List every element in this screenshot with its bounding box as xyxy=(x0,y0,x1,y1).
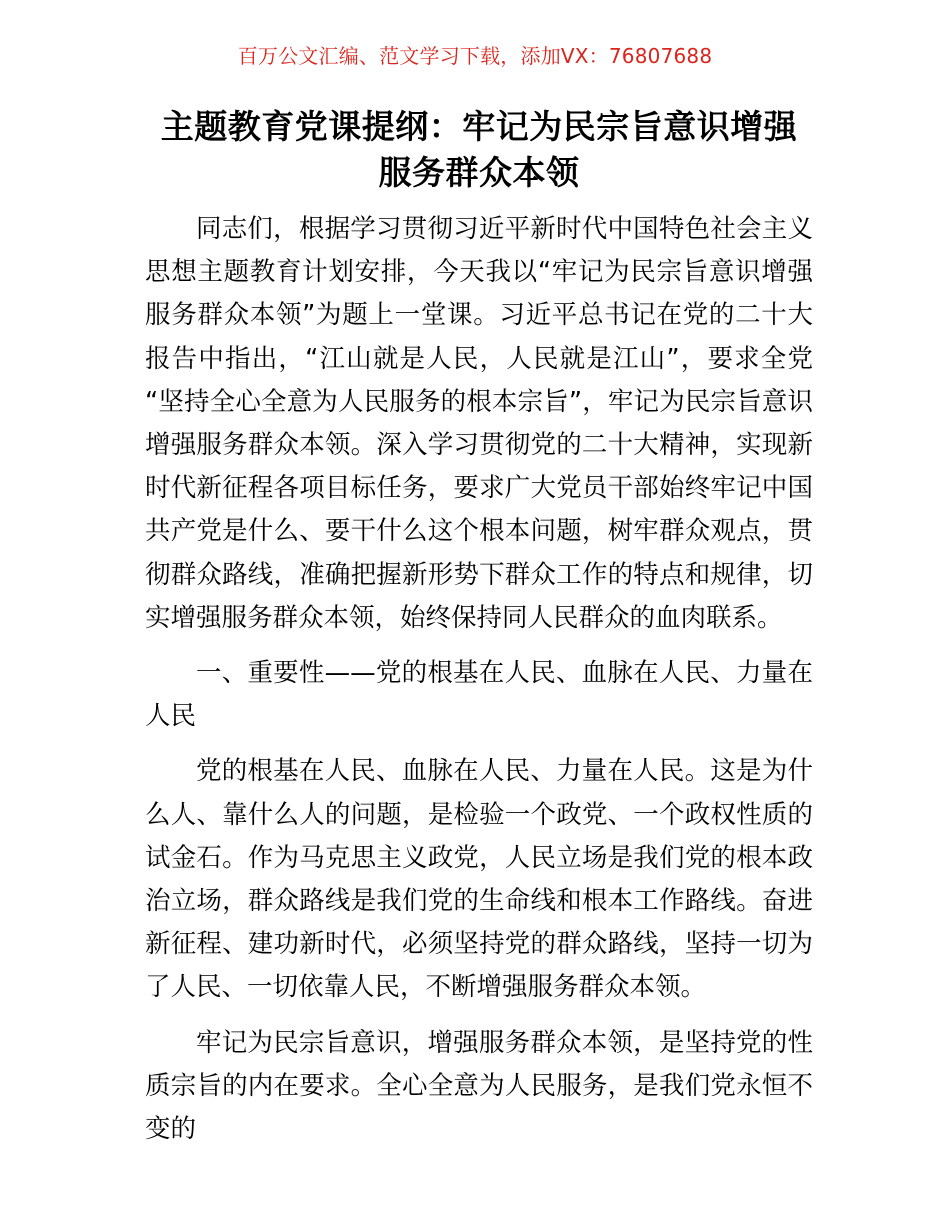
section-heading-one: 一、重要性——党的根基在人民、血脉在人民、力量在人民 xyxy=(145,658,813,732)
promo-banner xyxy=(0,46,950,66)
paragraph-section-one-1: 党的根基在人民、血脉在人民、力量在人民。这是为什么人、靠什么人的问题，是检验一个政党、一个政权性质的试金石。作为马克思主义政党，人民立场是我们党的根本政治立场，群众路线是我们党的生命线和根本工作路线。奋进新征程、建功新时代，必须坚持党的群众路线，坚持一切为了人民、一切依靠人民，不断增强服务群众本领。 xyxy=(145,756,813,1003)
document-title: 主题教育党课提纲：牢记为民宗旨意识增强服务群众本领 xyxy=(160,107,798,192)
paragraph-intro: 同志们，根据学习贯彻习近平新时代中国特色社会主义思想主题教育计划安排，今天我以“牢记为民宗旨意识增强服务群众本领”为题上一堂课。习近平总书记在党的二十大报告中指出，“江山就是人民，人民就是江山”，要求全党“坚持全心全意为人民服务的根本宗旨”，牢记为民宗旨意识增强服务群众本领。深入学习贯彻党的二十大精神，实现新时代新征程各项目标任务，要求广大党员干部始终牢记中国共产党是什么、要干什么这个根本问题，树牢群众观点，贯彻群众路线，准确把握新形势下群众工作的特点和规律，切实增强服务群众本领，始终保持同人民群众的血肉联系。 xyxy=(145,214,813,633)
paragraph-section-one-2: 牢记为民宗旨意识，增强服务群众本领，是坚持党的性质宗旨的内在要求。全心全意为人民服务，是我们党永恒不变的 xyxy=(145,1027,813,1145)
promo-banner-text: 百万公文汇编、范文学习下载，添加VX：76807688 xyxy=(237,44,713,68)
document-body xyxy=(145,104,813,1151)
